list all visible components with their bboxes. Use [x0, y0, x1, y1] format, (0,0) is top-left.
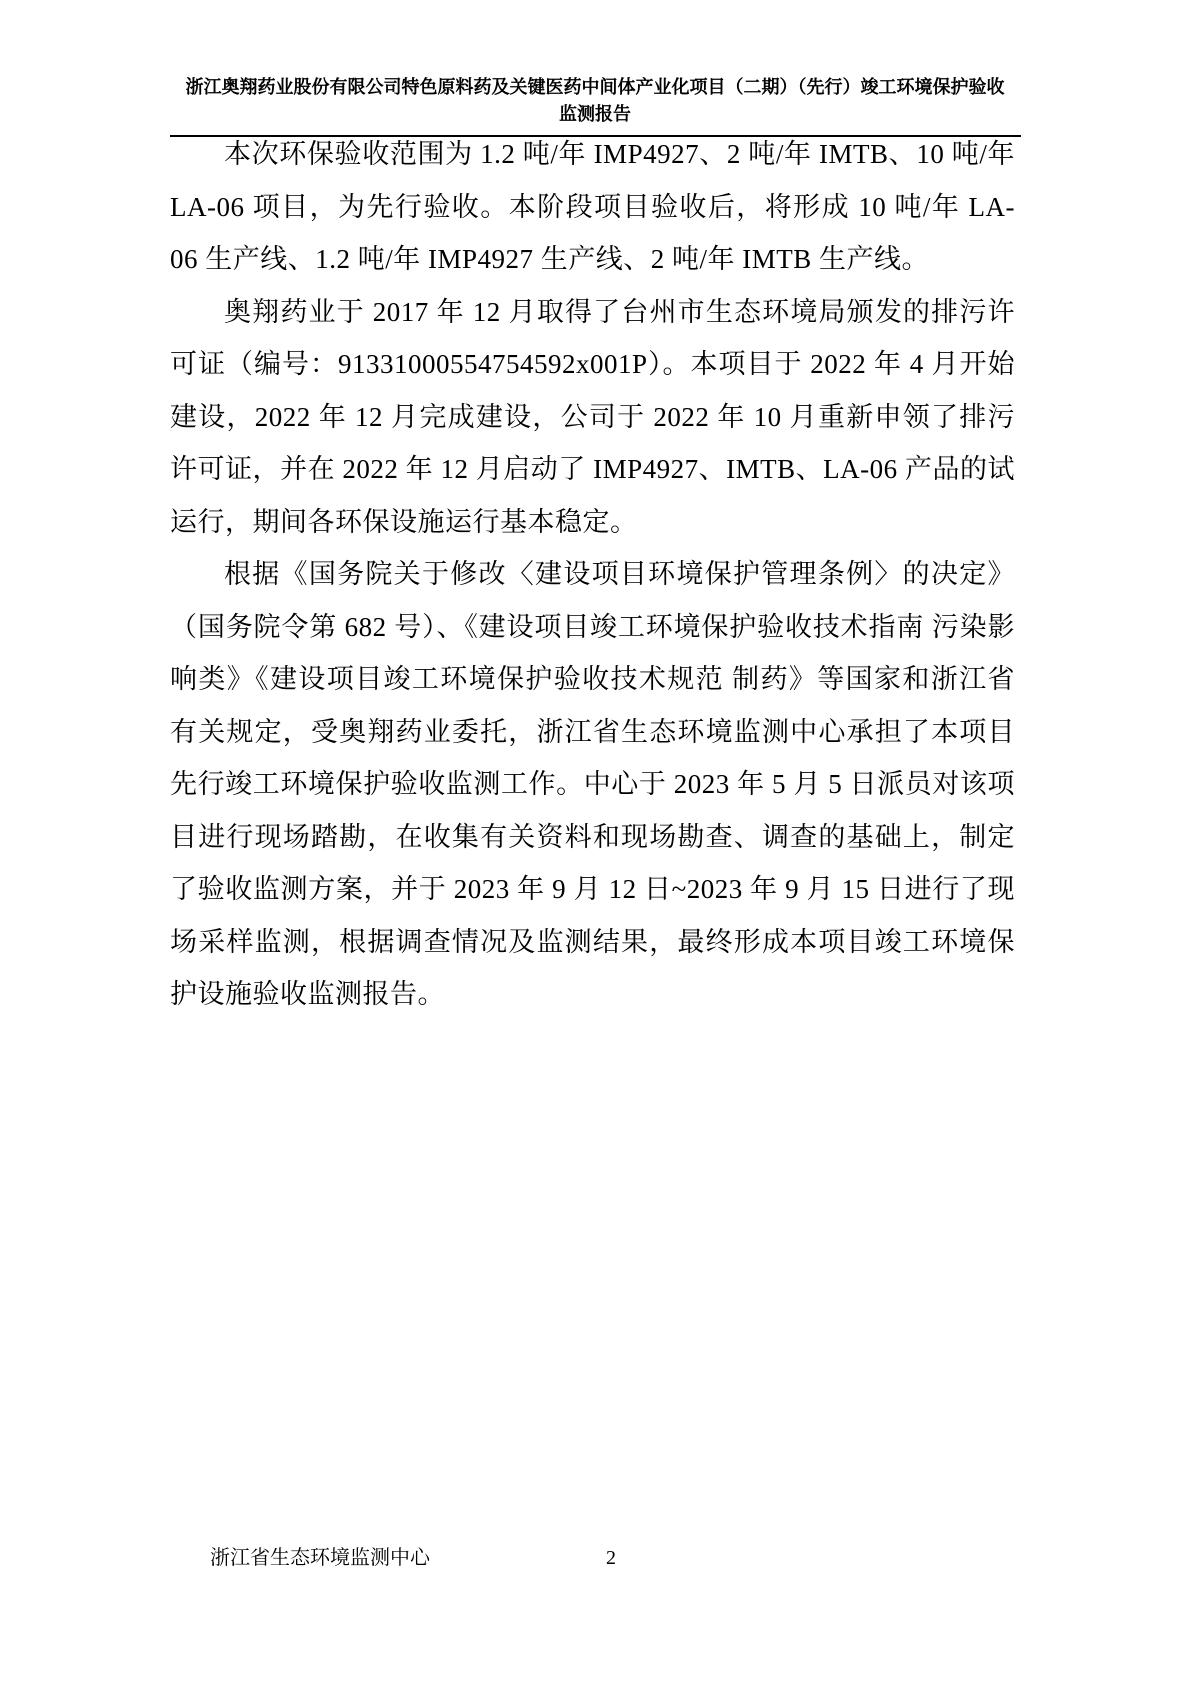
paragraph-permit: 奥翔药业于 2017 年 12 月取得了台州市生态环境局颁发的排污许可证（编号：91331000554754592x001P）。本项目于 2022 年 4 月开始建设，2022 年 12 月完成建设，公司于 2022 年 10 月重新申领了排污许可证，并在 2022 年 12 月启动了 IMP4927、IMTB、LA-06 产品的试运行，期间各环保设施运行基本稳定。	[170, 296, 1015, 537]
header-subtitle: 监测报告	[559, 104, 631, 124]
page-header	[150, 74, 1040, 128]
paragraph-scope: 本次环保验收范围为 1.2 吨/年 IMP4927、2 吨/年 IMTB、10 吨/年 LA-06 项目，为先行验收。本阶段项目验收后，将形成 10 吨/年 LA-06 生产线、1.2 吨/年 IMP4927 生产线、2 吨/年 IMTB 生产线。	[170, 139, 1015, 274]
paragraph-basis: 根据《国务院关于修改〈建设项目环境保护管理条例〉的决定》（国务院令第 682 号）、《建设项目竣工环境保护验收技术指南 污染影响类》《建设项目竣工环境保护验收技术规范 制药》等国家和浙江省有关规定，受奥翔药业委托，浙江省生态环境监测中心承担了本项目先行竣工环境保护验收监测工作。中心于 2023 年 5 月 5 日派员对该项目进行现场踏勘，在收集有关资料和现场勘查、调查的基础上，制定了验收监测方案，并于 2023 年 9 月 12 日~2023 年 9 月 15 日进行了现场采样监测，根据调查情况及监测结果，最终形成本项目竣工环境保护设施验收监测报告。	[170, 559, 1015, 1009]
footer-organization: 浙江省生态环境监测中心	[210, 1547, 430, 1569]
header-title: 浙江奥翔药业股份有限公司特色原料药及关键医药中间体产业化项目（二期）（先行）竣工环境保护验收	[185, 77, 1005, 97]
document-body	[170, 128, 1015, 1021]
footer-page-number: 2	[606, 1547, 616, 1569]
